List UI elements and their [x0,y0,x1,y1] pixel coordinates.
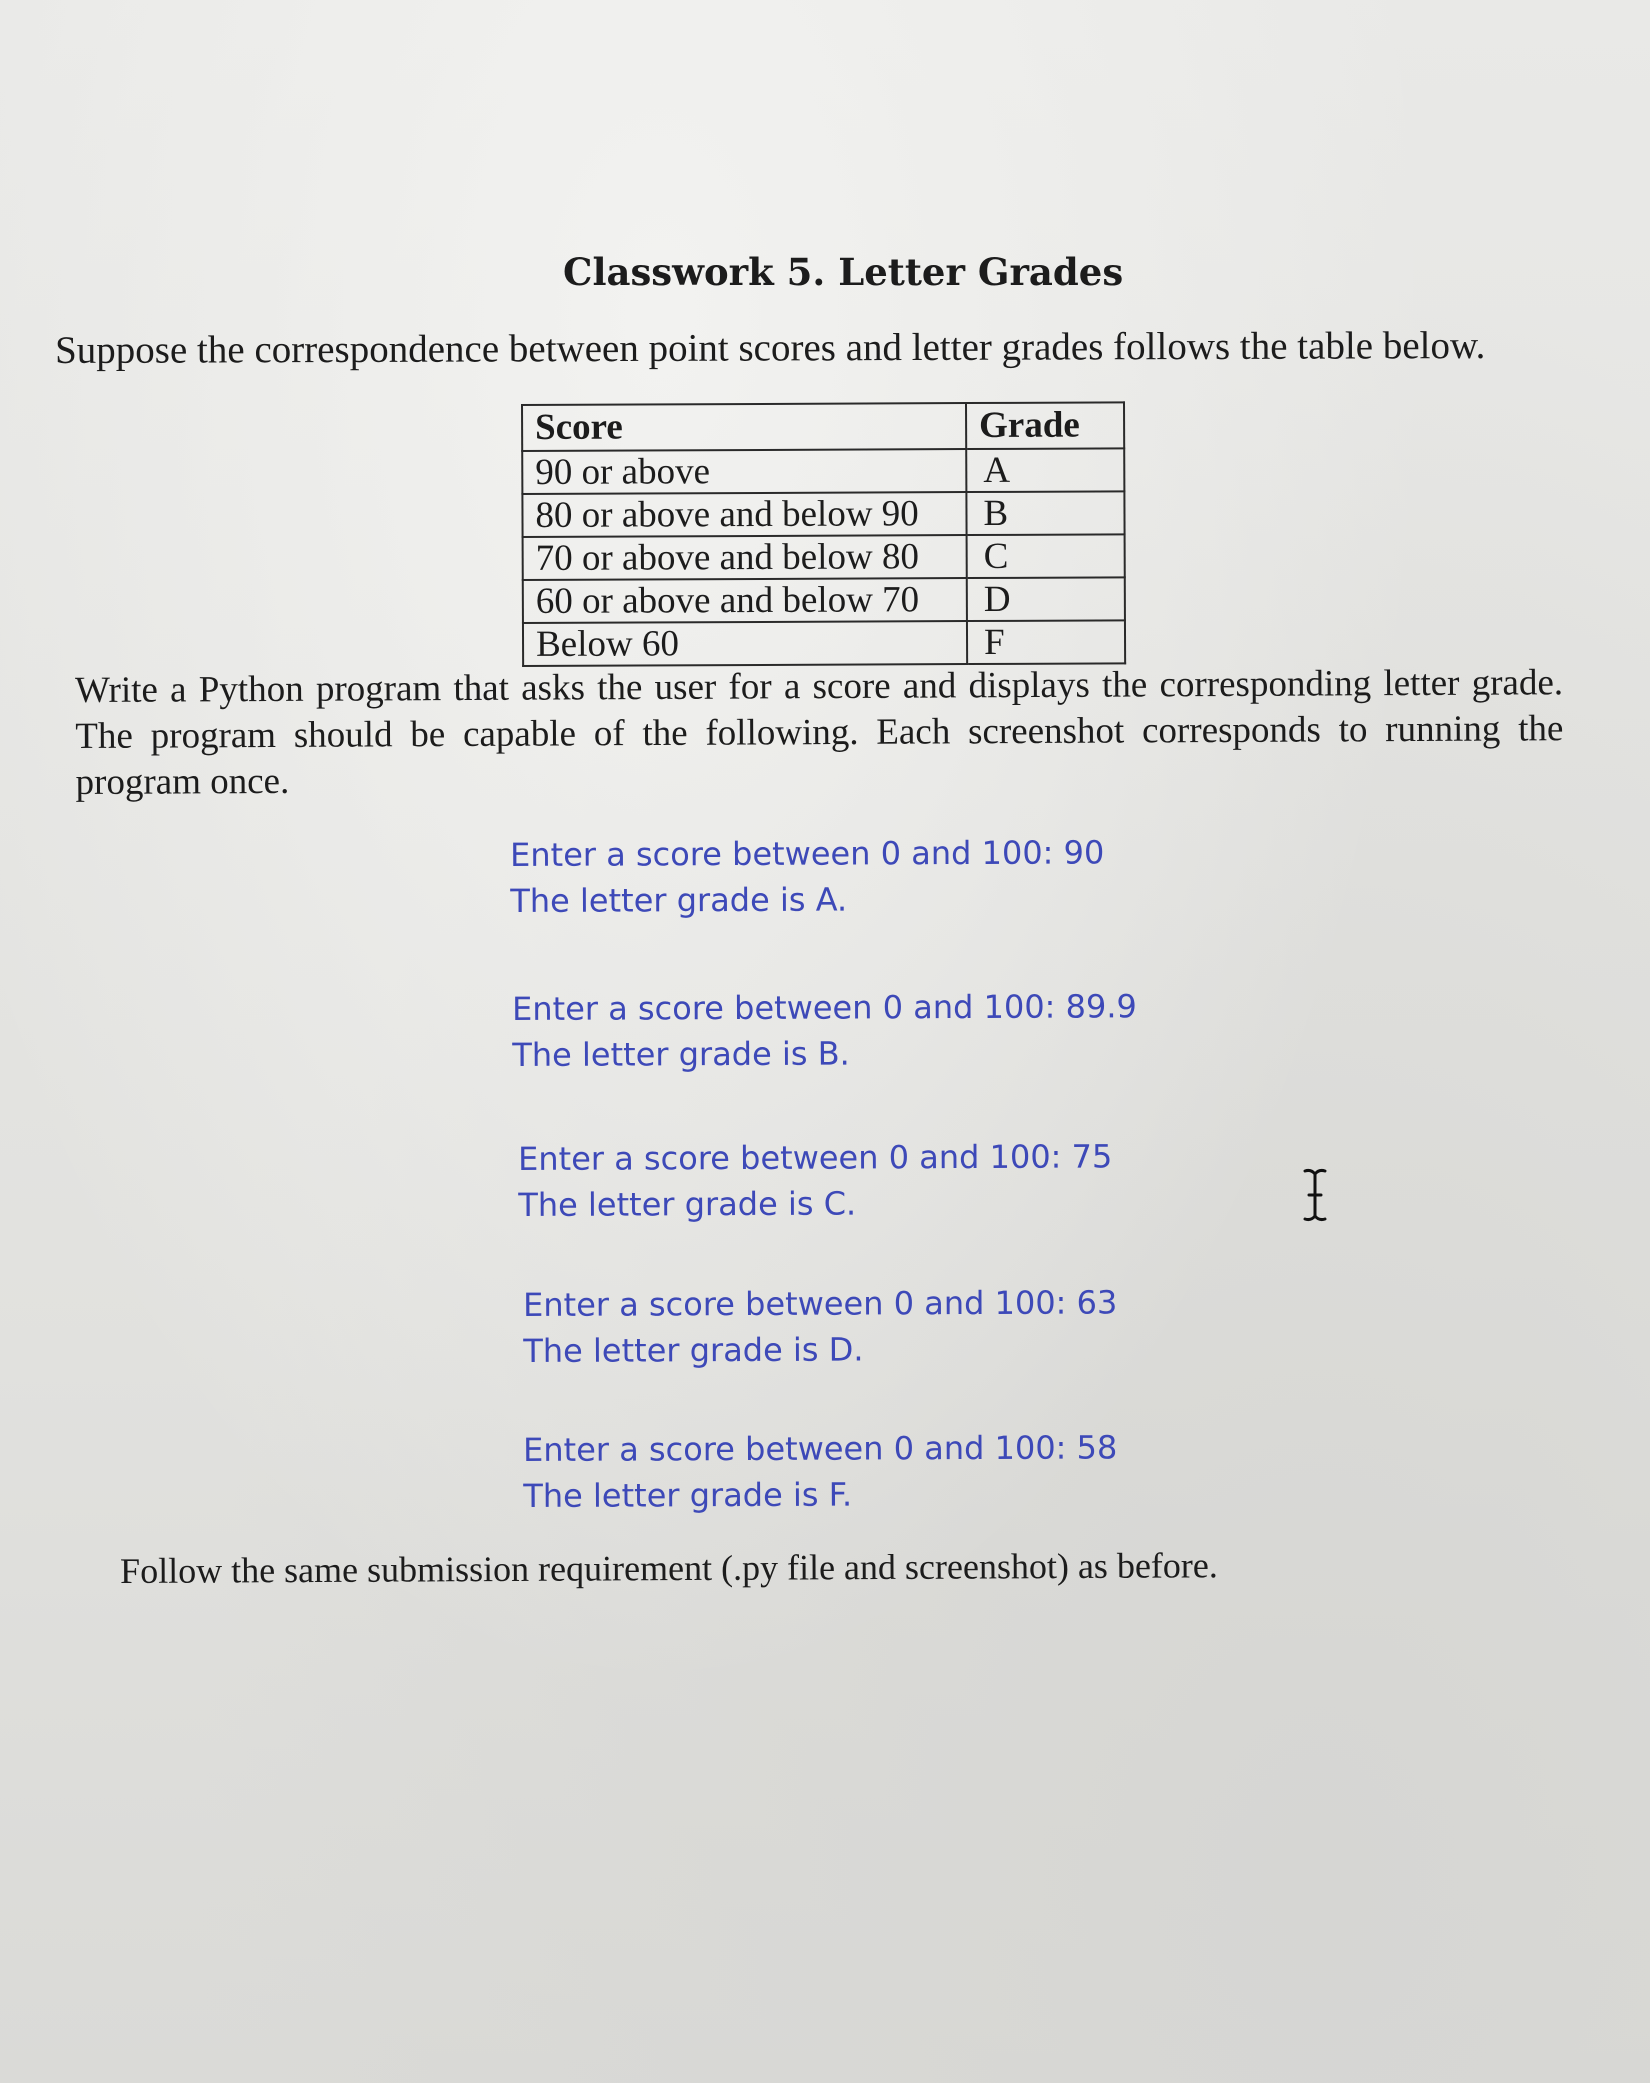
grade-cell: F [967,620,1125,664]
table-row [523,577,1125,623]
grade-table [521,401,1126,667]
table-row [523,534,1125,580]
grade-cell: B [966,491,1124,535]
score-cell: 90 or above [522,449,966,494]
console-prompt: Enter a score between 0 and 100: 63 [523,1283,1118,1324]
console-result: The letter grade is D. [523,1330,864,1370]
score-cell: 80 or above and below 90 [522,492,966,537]
console-prompt: Enter a score between 0 and 100: 58 [523,1428,1118,1469]
intro-paragraph: Suppose the correspondence between point scores and letter grades follows the table below. [55,324,1486,372]
grade-cell: D [967,577,1125,621]
console-result: The letter grade is C. [518,1184,857,1224]
console-result: The letter grade is A. [510,880,848,920]
table-row [522,448,1124,494]
sample-run-4 [523,1279,1118,1374]
sample-run-2 [512,983,1137,1078]
console-result: The letter grade is F. [523,1475,853,1515]
score-cell: Below 60 [523,621,967,666]
grade-cell: A [966,448,1124,492]
text-cursor-icon [1302,1168,1328,1222]
console-prompt: Enter a score between 0 and 100: 90 [510,833,1105,874]
header-score: Score [522,403,966,451]
sample-run-5 [523,1424,1118,1519]
instructions-paragraph: Write a Python program that asks the user for a score and displays the corresponding letter grade. The program should be capable of the following. Each screenshot corresponds to running the program once. [75,662,1564,803]
table-header-row [522,402,1124,451]
sample-run-3 [518,1133,1113,1228]
score-cell: 60 or above and below 70 [523,578,967,623]
sample-run-1 [510,829,1105,924]
table-row [522,491,1124,537]
page-title: Classwork 5. Letter Grades [563,250,1124,294]
header-grade: Grade [966,402,1124,449]
console-result: The letter grade is B. [512,1034,850,1074]
grade-cell: C [967,534,1125,578]
console-prompt: Enter a score between 0 and 100: 75 [518,1137,1113,1178]
submission-note: Follow the same submission requirement (.py file and screenshot) as before. [120,1545,1218,1591]
score-cell: 70 or above and below 80 [523,535,967,580]
console-prompt: Enter a score between 0 and 100: 89.9 [512,987,1137,1028]
table-row [523,620,1125,666]
